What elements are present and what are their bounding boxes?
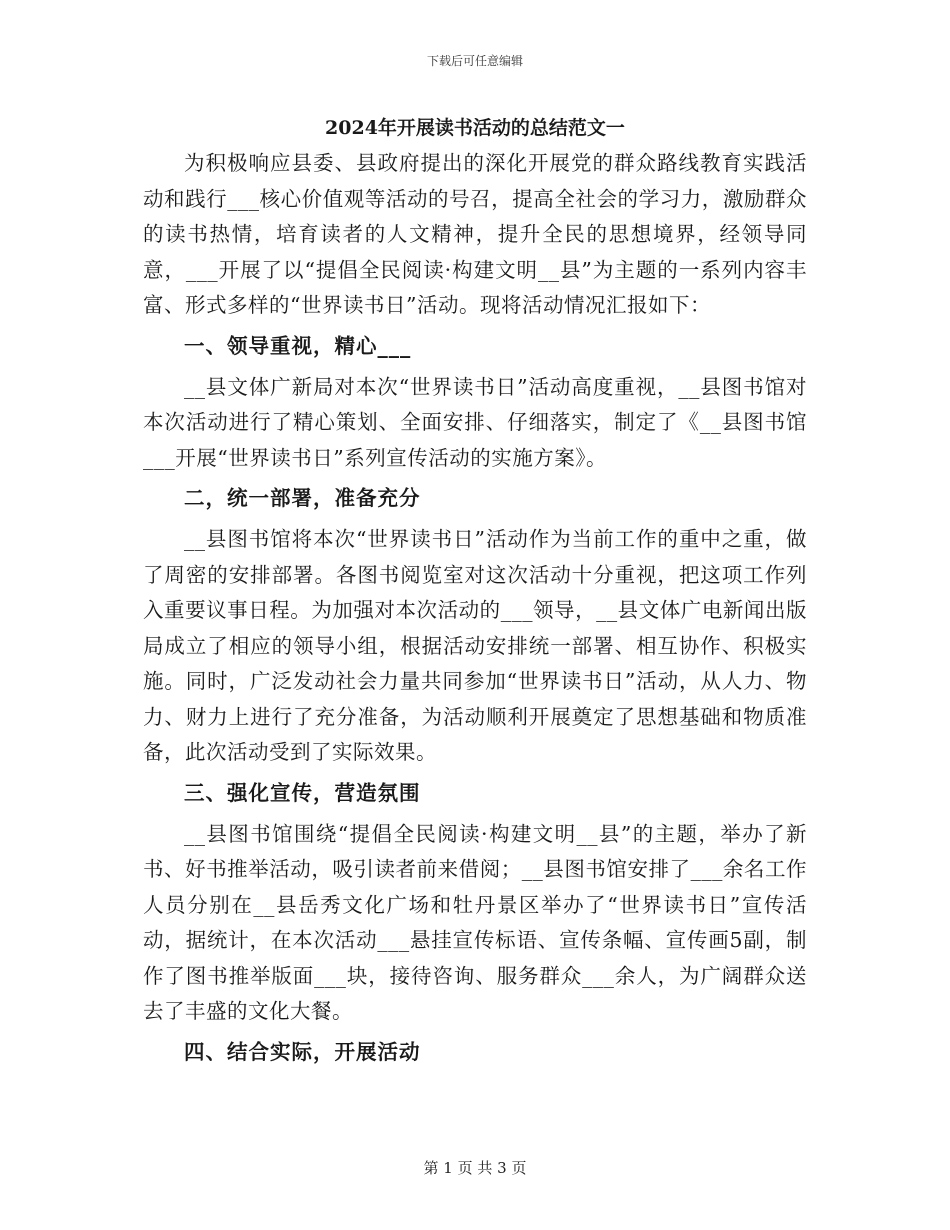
intro-paragraph: 为积极响应县委、县政府提出的深化开展党的群众路线教育实践活动和践行___核心价值观等活动的号召，提高全社会的学习力，激励群众的读书热情，培育读者的人文精神，提升全民的思想境界，经领导同意，___开展了以“提倡全民阅读·构建文明__县”为主题的一系列内容丰富、形式多样的“世界读书日”活动。现将活动情况汇报如下：	[143, 151, 807, 317]
section-body-2: __县图书馆将本次“世界读书日”活动作为当前工作的重中之重，做了周密的安排部署。各图书阅览室对这次活动十分重视，把这项工作列入重要议事日程。为加强对本次活动的___领导，__县文体广电新闻出版局成立了相应的领导小组，根据活动安排统一部署、相互协作、积极实施。同时，广泛发动社会力量共同参加“世界读书日”活动，从人力、物力、财力上进行了充分准备，为活动顺利开展奠定了思想基础和物质准备，此次活动受到了实际效果。	[143, 527, 807, 764]
section-heading-1: 一、领导重视，精心___	[184, 333, 412, 358]
section-body-3: __县图书馆围绕“提倡全民阅读·构建文明__县”的主题，举办了新书、好书推举活动，吸引读者前来借阅；__县图书馆安排了___余名工作人员分别在__县岳秀文化广场和牡丹景区举办了“世界读书日”宣传活动，据统计，在本次活动___悬挂宣传标语、宣传条幅、宣传画5副，制作了图书推举版面___块，接待咨询、服务群众___余人，为广阔群众送去了丰盛的文化大餐。	[143, 821, 807, 1023]
section-heading-2: 二，统一部署，准备充分	[184, 486, 421, 510]
document-title: 2024年开展读书活动的总结范文一	[325, 117, 625, 139]
page-number: 第 1 页 共 3 页	[423, 1159, 527, 1177]
section-heading-4: 四、结合实际，开展活动	[184, 1039, 421, 1064]
document-body	[143, 112, 807, 1076]
section-heading-3: 三、强化宣传，营造氛围	[184, 780, 421, 805]
header-note: 下载后可任意编辑	[426, 54, 523, 68]
section-body-1: __县文体广新局对本次“世界读书日”活动高度重视，__县图书馆对本次活动进行了精心策划、全面安排、仔细落实，制定了《__县图书馆___开展“世界读书日”系列宣传活动的实施方案》。	[143, 374, 807, 470]
